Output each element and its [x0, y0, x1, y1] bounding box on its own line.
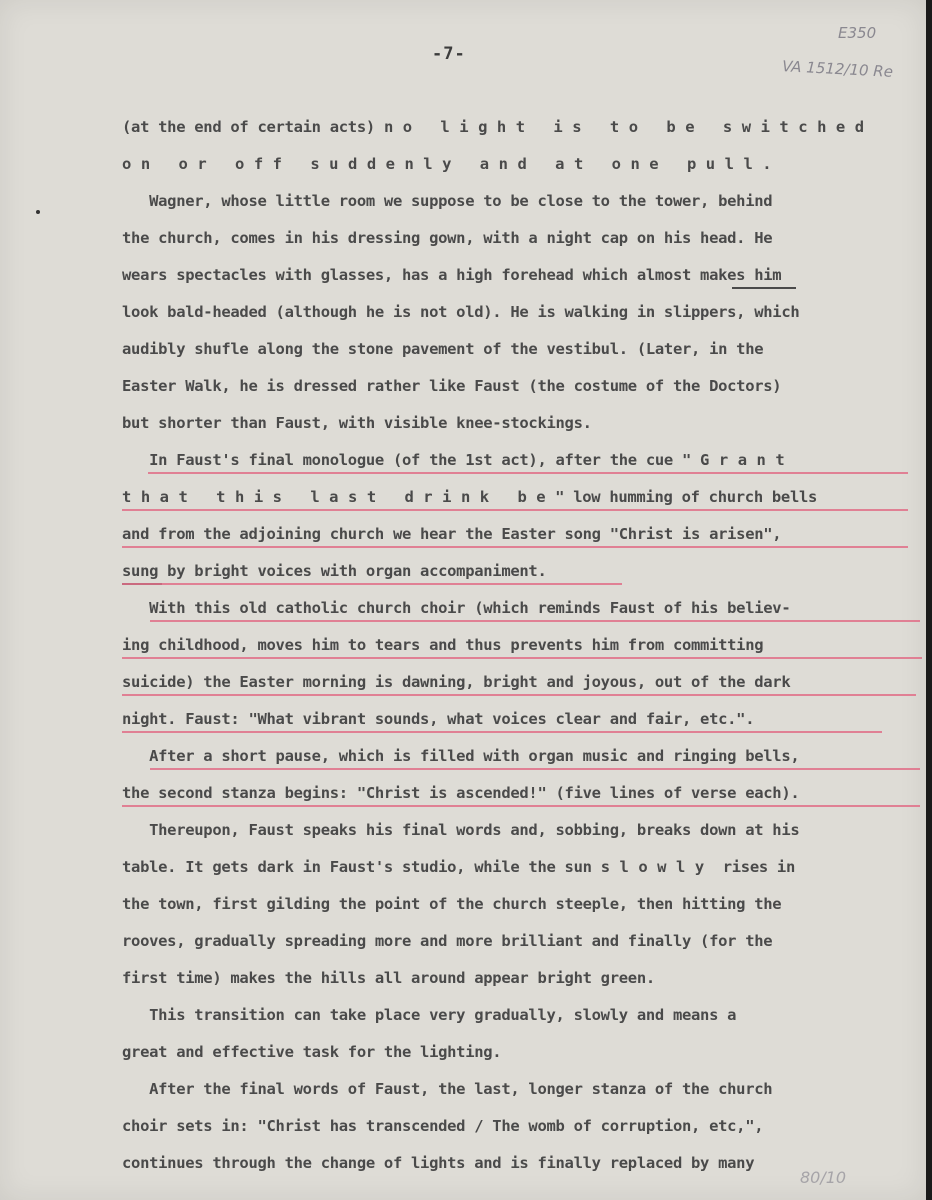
text-line: continues through the change of lights and is finally replaced by many: [122, 1154, 755, 1172]
text-line: suicide) the Easter morning is dawning, bright and joyous, out of the dark: [122, 673, 791, 691]
text-line: Wagner, whose little room we suppose to be close to the tower, behind: [122, 192, 773, 210]
red-underline: [148, 472, 908, 474]
red-underline: [122, 583, 622, 585]
text-line: This transition can take place very gradually, slowly and means a: [122, 1006, 737, 1024]
text-line: the town, first gilding the point of the church steeple, then hitting the: [122, 895, 782, 913]
text-line: on or off suddenly and at one pull.: [122, 155, 782, 173]
text-line: After a short pause, which is filled with organ music and ringing bells,: [122, 747, 800, 765]
archive-mark-top: E350: [838, 24, 877, 42]
text-line: After the final words of Faust, the last, longer stanza of the church: [122, 1080, 773, 1098]
text-line: and from the adjoining church we hear the Easter song "Christ is arisen",: [122, 525, 782, 543]
text-line: ing childhood, moves him to tears and thus prevents him from committing: [122, 636, 764, 654]
text-line: great and effective task for the lighting.: [122, 1043, 502, 1061]
red-underline: [122, 731, 882, 733]
red-underline: [122, 657, 922, 659]
red-underline: [150, 620, 920, 622]
page-number: -7-: [432, 44, 466, 64]
text-line: the second stanza begins: "Christ is ascended!" (five lines of verse each).: [122, 784, 800, 802]
text-line: In Faust's final monologue (of the 1st act), after the cue " Grant: [122, 451, 795, 469]
red-underline: [122, 509, 908, 511]
underline-mark: [732, 287, 796, 289]
archive-signature: VA 1512/10 Re: [781, 57, 894, 81]
red-underline: [150, 768, 920, 770]
red-underline: [122, 694, 916, 696]
text-line: Easter Walk, he is dressed rather like Faust (the costume of the Doctors): [122, 377, 782, 395]
text-line: table. It gets dark in Faust's studio, while the sun slowly rises in: [122, 858, 795, 876]
text-line: (at the end of certain acts) no light is to be switched: [122, 118, 874, 136]
text-line: Thereupon, Faust speaks his final words and, sobbing, breaks down at his: [122, 821, 800, 839]
red-underline: [122, 546, 908, 548]
text-line: but shorter than Faust, with visible knee-stockings.: [122, 414, 592, 432]
text-line: look bald-headed (although he is not old). He is walking in slippers, which: [122, 303, 800, 321]
red-underline: [122, 805, 920, 807]
margin-mark: [36, 210, 40, 214]
text-line: night. Faust: "What vibrant sounds, what voices clear and fair, etc.".: [122, 710, 755, 728]
text-line: sung by bright voices with organ accompaniment.: [122, 562, 547, 580]
text-line: the church, comes in his dressing gown, with a night cap on his head. He: [122, 229, 773, 247]
text-line: wears spectacles with glasses, has a high forehead which almost makes him: [122, 266, 782, 284]
text-line: With this old catholic church choir (which reminds Faust of his believ-: [122, 599, 791, 617]
archive-page-count: 80/10: [800, 1168, 847, 1187]
text-line: choir sets in: "Christ has transcended / The womb of corruption, etc,",: [122, 1117, 764, 1135]
text-line: first time) makes the hills all around appear bright green.: [122, 969, 655, 987]
text-line: audibly shufle along the stone pavement of the vestibul. (Later, in the: [122, 340, 764, 358]
text-line: that this last drink be" low humming of church bells: [122, 488, 818, 506]
text-line: rooves, gradually spreading more and more brilliant and finally (for the: [122, 932, 773, 950]
